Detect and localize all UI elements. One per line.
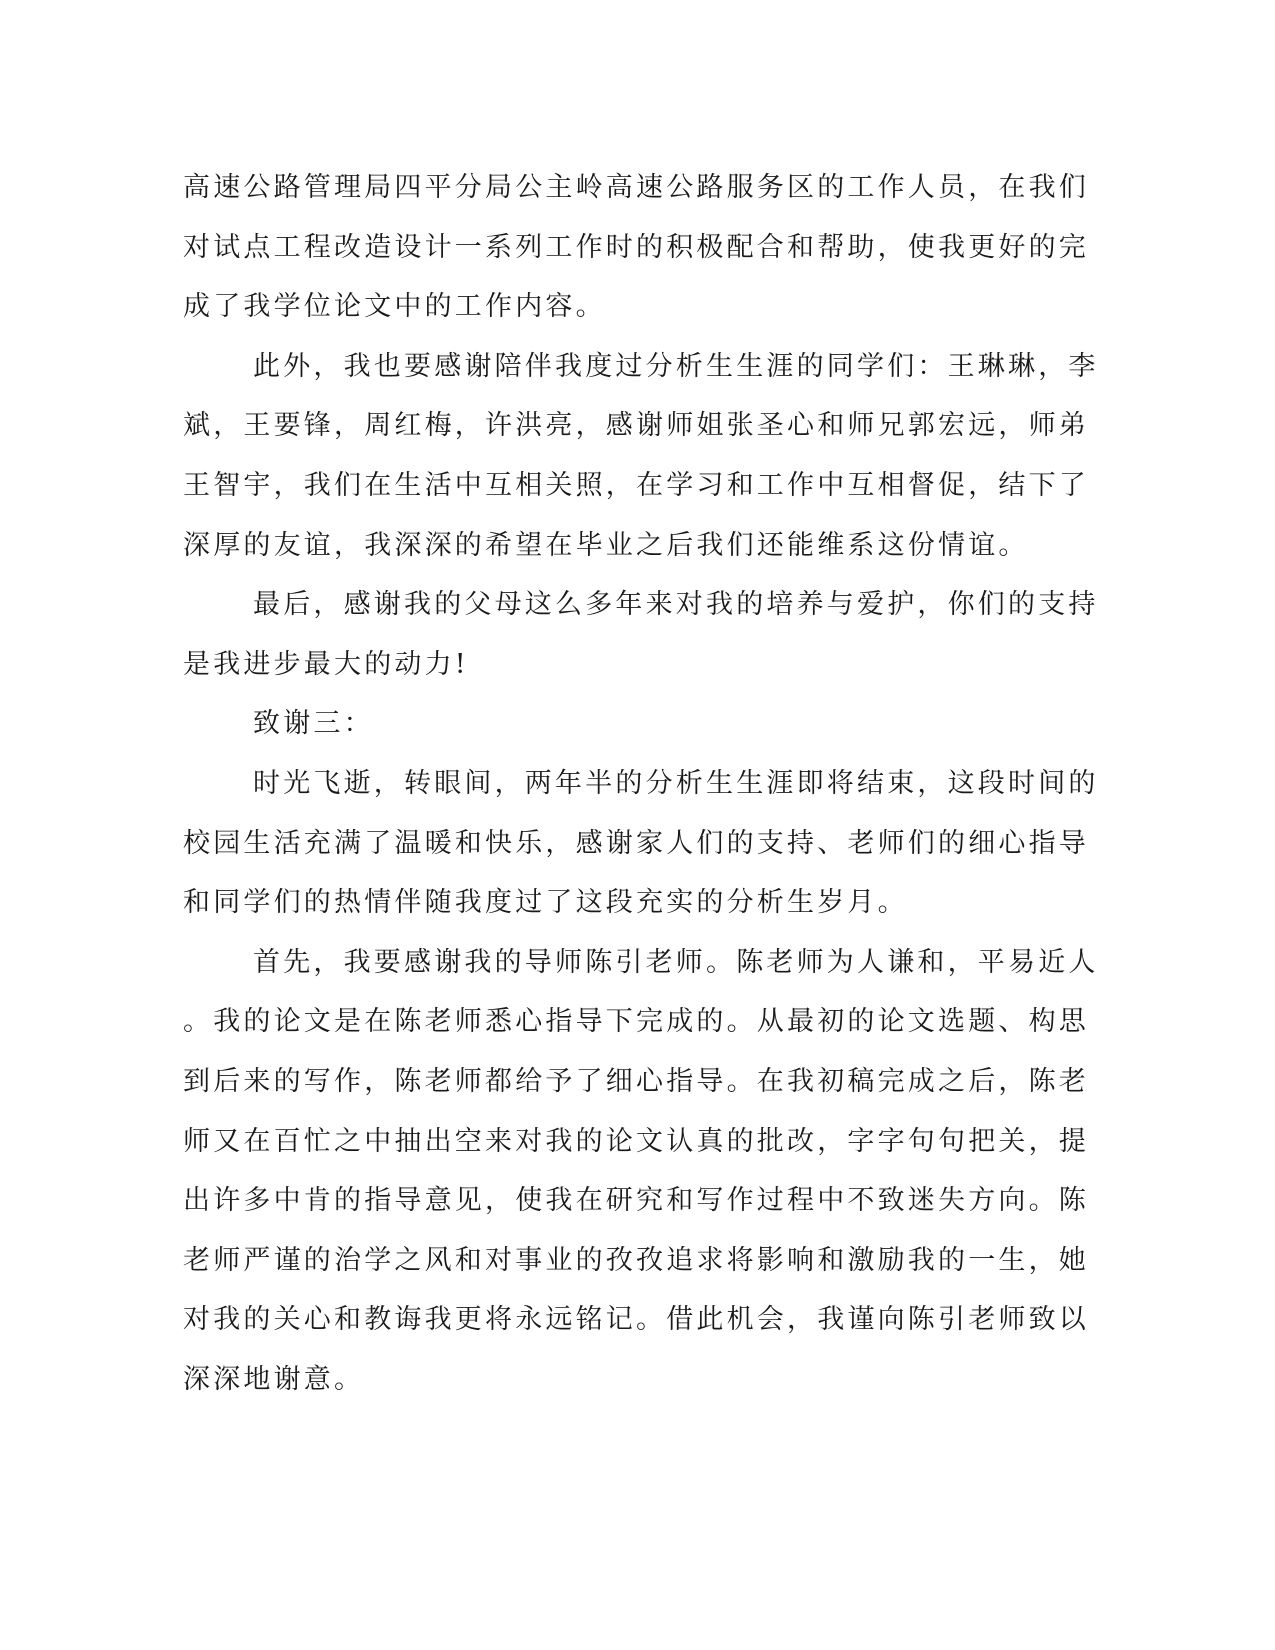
text-line: 成了我学位论文中的工作内容。 [183, 291, 606, 323]
text-line: 。我的论文是在陈老师悉心指导下完成的。从最初的论文选题、构思 [183, 1006, 1089, 1038]
text-line: 斌，王要锋，周红梅，许洪亮，感谢师姐张圣心和师兄郭宏远，师弟 [183, 410, 1089, 442]
text-line: 深厚的友谊，我深深的希望在毕业之后我们还能维系这份情谊。 [183, 529, 1029, 561]
text-line: 对我的关心和教诲我更将永远铭记。借此机会，我谨向陈引老师致以 [183, 1304, 1089, 1336]
text-line: 师又在百忙之中抽出空来对我的论文认真的批改，字字句句把关，提 [183, 1125, 1089, 1157]
text-line: 高速公路管理局四平分局公主岭高速公路服务区的工作人员，在我们 [183, 172, 1089, 203]
text-line: 是我进步最大的动力! [183, 648, 469, 680]
text-line: 王智宇，我们在生活中互相关照，在学习和工作中互相督促，结下了 [183, 469, 1089, 501]
text-line: 到后来的写作，陈老师都给予了细心指导。在我初稿完成之后，陈老 [183, 1065, 1089, 1097]
text-line: 最后，感谢我的父母这么多年来对我的培养与爱护，你们的支持 [253, 589, 1099, 621]
text-line: 深深地谢意。 [183, 1363, 365, 1395]
document-body [183, 158, 1099, 1409]
text-line: 对试点工程改造设计一系列工作时的积极配合和帮助，使我更好的完 [183, 231, 1089, 263]
section-heading: 致谢三： [253, 708, 374, 740]
text-line: 和同学们的热情伴随我度过了这段充实的分析生岁月。 [183, 887, 908, 919]
text-line: 首先，我要感谢我的导师陈引老师。陈老师为人谦和，平易近人 [253, 946, 1099, 978]
text-line: 校园生活充满了温暖和快乐，感谢家人们的支持、老师们的细心指导 [183, 827, 1089, 859]
text-line: 出许多中肯的指导意见，使我在研究和写作过程中不致迷失方向。陈 [183, 1185, 1089, 1217]
text-line: 时光飞逝，转眼间，两年半的分析生生涯即将结束，这段时间的 [253, 767, 1099, 799]
text-line: 老师严谨的治学之风和对事业的孜孜追求将影响和激励我的一生，她 [183, 1244, 1089, 1276]
text-line: 此外，我也要感谢陪伴我度过分析生生涯的同学们：王琳琳，李 [253, 350, 1099, 382]
